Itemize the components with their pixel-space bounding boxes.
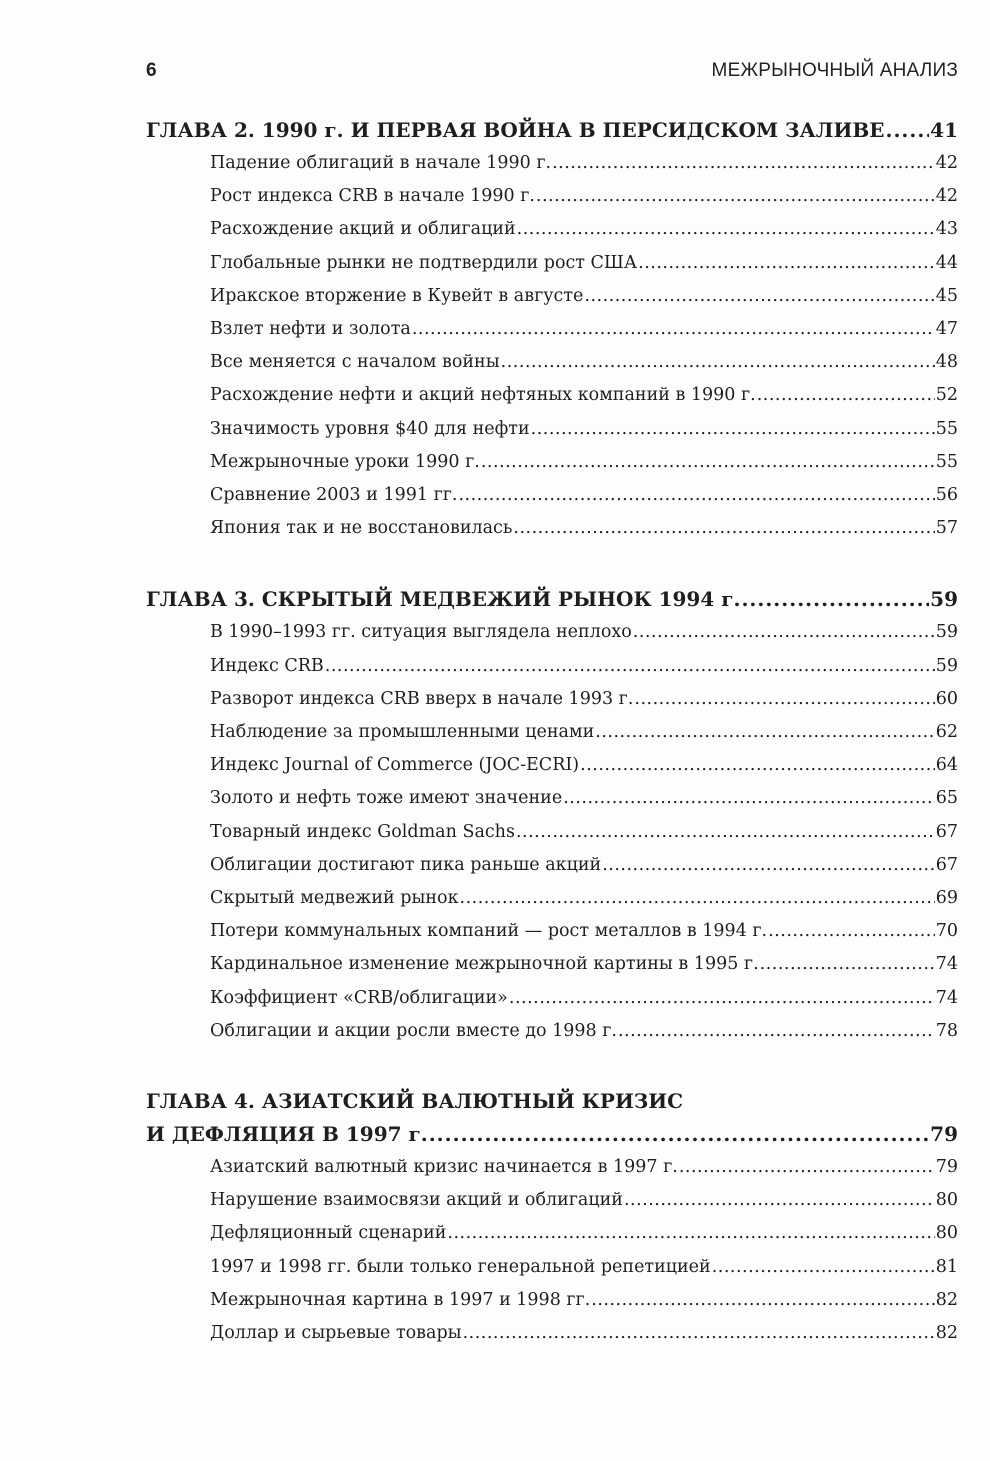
entry-page: 43 <box>935 219 958 240</box>
leader-dots <box>757 379 935 412</box>
entry-page: 78 <box>935 1020 958 1041</box>
toc-entry <box>146 512 958 545</box>
entry-label: Сравнение 2003 и 1991 гг. <box>210 485 458 506</box>
chapter-heading <box>146 114 958 147</box>
toc-entry <box>146 816 958 849</box>
entry-page: 56 <box>935 485 958 506</box>
toc-entry <box>146 1151 958 1184</box>
leader-dots <box>634 683 934 716</box>
entry-page: 52 <box>935 385 958 406</box>
toc-entry <box>146 346 958 379</box>
entry-label: Азиатский валютный кризис начинается в 1997 г. <box>210 1157 678 1178</box>
entry-label: Индекс CRB <box>210 655 324 676</box>
leader-dots <box>481 446 935 479</box>
leader-dots <box>517 213 935 246</box>
entry-label: Разворот индекса CRB вверх в начале 1993 г. <box>210 688 634 709</box>
chapter-title-line2: И ДЕФЛЯЦИЯ В 1997 г. <box>146 1122 428 1147</box>
toc-entry <box>146 716 958 749</box>
entry-page: 48 <box>935 352 958 373</box>
chapter-4 <box>146 1085 958 1350</box>
entry-page: 44 <box>935 252 958 273</box>
entry-page: 55 <box>935 418 958 439</box>
entry-label: Япония так и не восстановилась <box>210 518 513 539</box>
leader-dots <box>429 1118 929 1151</box>
entry-label: Кардинальное изменение межрыночной картины в 1995 г. <box>210 954 759 975</box>
toc-entry <box>146 1015 958 1048</box>
entry-page: 55 <box>935 451 958 472</box>
entry-page: 70 <box>935 921 958 942</box>
entry-page: 45 <box>935 285 958 306</box>
toc-entry <box>146 982 958 1015</box>
entry-label: Коэффициент «CRB/облигации» <box>210 987 508 1008</box>
entry-page: 42 <box>935 186 958 207</box>
leader-dots <box>638 247 935 280</box>
leader-dots <box>679 1151 935 1184</box>
toc-entry <box>146 1251 958 1284</box>
leader-dots <box>513 512 934 545</box>
leader-dots <box>633 616 935 649</box>
toc-entry <box>146 616 958 649</box>
toc-entry <box>146 948 958 981</box>
entry-label: Расхождение акций и облигаций <box>210 219 516 240</box>
leader-dots <box>760 948 935 981</box>
leader-dots <box>509 982 935 1015</box>
toc-entry <box>146 446 958 479</box>
toc-entry <box>146 147 958 180</box>
toc-entry <box>146 683 958 716</box>
toc-entry <box>146 1317 958 1350</box>
chapter-title: ГЛАВА 2. 1990 г. И ПЕРВАЯ ВОЙНА В ПЕРСИДСКОМ ЗАЛИВЕ <box>146 118 885 142</box>
toc-entry <box>146 213 958 246</box>
entry-label: Золото и нефть тоже имеют значение <box>210 788 563 809</box>
toc-entry <box>146 1184 958 1217</box>
leader-dots <box>460 882 935 915</box>
entry-label: Дефляционный сценарий <box>210 1223 447 1244</box>
leader-dots <box>602 849 935 882</box>
chapter-page: 59 <box>930 587 958 612</box>
entry-page: 69 <box>935 888 958 909</box>
leader-dots <box>531 413 935 446</box>
entry-label: Все меняется с началом войны <box>210 352 500 373</box>
leader-dots <box>580 749 935 782</box>
entry-page: 60 <box>935 688 958 709</box>
leader-dots <box>447 1217 934 1250</box>
page-number: 6 <box>146 60 157 81</box>
chapter-heading <box>146 583 958 616</box>
leader-dots <box>552 147 935 180</box>
leader-dots <box>325 650 935 683</box>
entry-page: 64 <box>935 755 958 776</box>
leader-dots <box>412 313 935 346</box>
toc-entry <box>146 1217 958 1250</box>
leader-dots <box>463 1317 935 1350</box>
running-header <box>146 60 958 86</box>
entry-page: 81 <box>935 1256 958 1277</box>
entry-label: Расхождение нефти и акций нефтяных компаний в 1990 г. <box>210 385 756 406</box>
entry-page: 74 <box>935 987 958 1008</box>
entry-label: Взлет нефти и золота <box>210 319 411 340</box>
chapter-3 <box>146 583 958 1048</box>
entry-label: В 1990–1993 гг. ситуация выглядела неплохо <box>210 622 632 643</box>
entry-label: Облигации и акции росли вместе до 1998 г. <box>210 1020 617 1041</box>
entry-page: 80 <box>935 1223 958 1244</box>
entry-label: Облигации достигают пика раньше акций <box>210 854 602 875</box>
entry-page: 47 <box>935 319 958 340</box>
toc-entry <box>146 650 958 683</box>
entry-label: Потери коммунальных компаний — рост металлов в 1994 г. <box>210 921 768 942</box>
entry-label: Значимость уровня $40 для нефти <box>210 418 530 439</box>
leader-dots <box>595 716 934 749</box>
chapter-2 <box>146 114 958 545</box>
entry-label: Наблюдение за промышленными ценами <box>210 722 595 743</box>
leader-dots <box>591 1284 934 1317</box>
entry-label: Межрыночная картина в 1997 и 1998 гг. <box>210 1289 591 1310</box>
leader-dots <box>516 816 935 849</box>
toc-entry <box>146 1284 958 1317</box>
leader-dots <box>536 180 935 213</box>
entry-page: 65 <box>935 788 958 809</box>
entry-page: 80 <box>935 1190 958 1211</box>
chapter-page: 79 <box>930 1122 958 1147</box>
toc-entry <box>146 479 958 512</box>
toc-entry <box>146 915 958 948</box>
toc-entry <box>146 180 958 213</box>
entry-label: Рост индекса CRB в начале 1990 г. <box>210 186 535 207</box>
leader-dots <box>741 583 929 616</box>
chapter-page: 41 <box>930 118 958 142</box>
entry-label: Скрытый медвежий рынок <box>210 888 459 909</box>
entry-label: Иракское вторжение в Кувейт в августе <box>210 285 584 306</box>
toc-entry <box>146 782 958 815</box>
entry-page: 82 <box>935 1323 958 1344</box>
leader-dots <box>584 280 934 313</box>
entry-label: Падение облигаций в начале 1990 г. <box>210 153 552 173</box>
entry-page: 42 <box>935 153 958 173</box>
entry-page: 57 <box>935 518 958 539</box>
entry-label: Товарный индекс Goldman Sachs <box>210 821 515 842</box>
entry-label: Глобальные рынки не подтвердили рост США <box>210 252 638 273</box>
entry-label: Нарушение взаимосвязи акций и облигаций <box>210 1190 623 1211</box>
toc-entry <box>146 280 958 313</box>
entry-page: 67 <box>935 854 958 875</box>
entry-page: 67 <box>935 821 958 842</box>
toc-entry <box>146 247 958 280</box>
chapter-heading <box>146 1118 958 1151</box>
toc-entry <box>146 882 958 915</box>
leader-dots <box>501 346 935 379</box>
toc-entry <box>146 849 958 882</box>
entry-label: Доллар и сырьевые товары <box>210 1323 462 1344</box>
entry-page: 59 <box>935 655 958 676</box>
entry-page: 59 <box>935 622 958 643</box>
toc-entry <box>146 413 958 446</box>
leader-dots <box>458 479 934 512</box>
chapter-title-line1: ГЛАВА 4. АЗИАТСКИЙ ВАЛЮТНЫЙ КРИЗИС <box>146 1089 684 1114</box>
toc-entry <box>146 749 958 782</box>
entry-page: 62 <box>935 722 958 743</box>
toc-entry <box>146 313 958 346</box>
leader-dots <box>768 915 935 948</box>
toc-entry <box>146 379 958 412</box>
entry-page: 82 <box>935 1289 958 1310</box>
leader-dots <box>618 1015 935 1048</box>
leader-dots <box>712 1251 935 1284</box>
leader-dots <box>624 1184 935 1217</box>
entry-label: Межрыночные уроки 1990 г. <box>210 451 480 472</box>
entry-page: 79 <box>935 1157 958 1178</box>
entry-page: 74 <box>935 954 958 975</box>
leader-dots <box>886 114 930 147</box>
table-of-contents <box>146 114 958 1350</box>
entry-label: Индекс Journal of Commerce (JOC-ECRI) <box>210 755 580 776</box>
entry-label: 1997 и 1998 гг. были только генеральной репетицией <box>210 1256 711 1277</box>
book-title: МЕЖРЫНОЧНЫЙ АНАЛИЗ <box>711 60 958 81</box>
chapter-title: ГЛАВА 3. СКРЫТЫЙ МЕДВЕЖИЙ РЫНОК 1994 г. <box>146 587 741 612</box>
leader-dots <box>563 782 935 815</box>
